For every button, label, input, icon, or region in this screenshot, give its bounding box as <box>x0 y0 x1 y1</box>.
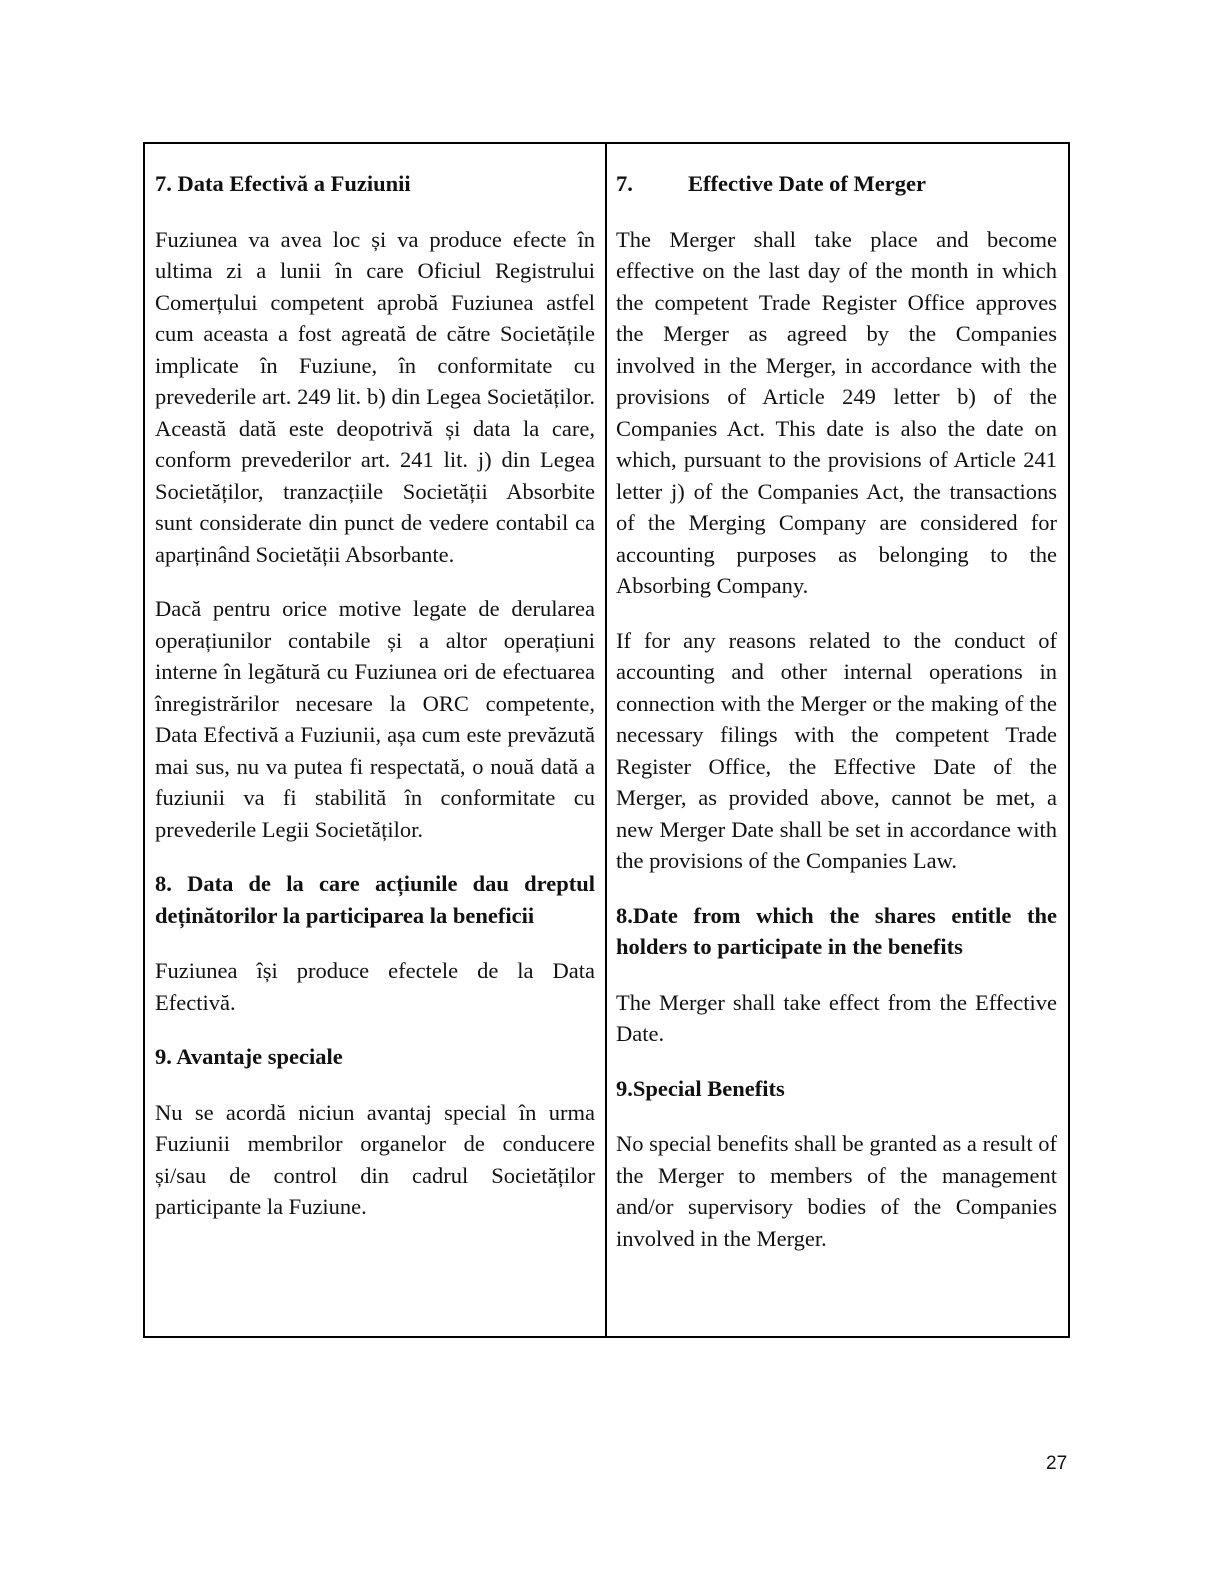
section-8-paragraph-en: The Merger shall take effect from the Effective Date. <box>616 989 1057 1046</box>
romanian-column <box>145 144 607 1336</box>
section-7-paragraph-1-en: The Merger shall take place and become effective on the last day of the month in which the competent Trade Register Office approves the Merger as agreed by the Companies involved in the Merger, in accordance with the provisions of Article 249 letter b) of the Companies Act. This date is also the date on which, pursuant to the provisions of Article 241 letter j) of the Companies Act, the transactions of the Merging Company are considered for accounting purposes as belonging to the Absorbing Company. <box>616 226 1057 598</box>
section-9-paragraph-en: No special benefits shall be granted as a result of the Merger to members of the management and/or supervisory bodies of the Companies involved in the Merger. <box>616 1131 1057 1251</box>
english-column <box>607 144 1068 1336</box>
section-8-heading-en: 8.Date from which the shares entitle the holders to participate in the benefits <box>616 902 1057 959</box>
bilingual-table <box>143 142 1070 1338</box>
section-7-paragraph-2-ro: Dacă pentru orice motive legate de derularea operațiunilor contabile și a altor operațiuni interne în legătură cu Fuziunea ori de efectuarea înregistrărilor necesare la ORC competente, Data Efectivă a Fuziunii, așa cum este prevăzută mai sus, nu va putea fi respectată, o nouă dată a fuziunii va fi stabilită în conformitate cu prevederile Legii Societăților. <box>155 596 595 842</box>
section-7-paragraph-2-en: If for any reasons related to the conduct of accounting and other internal operations in connection with the Merger or the making of the necessary filings with the competent Trade Register Office, the Effective Date of the Merger, as provided above, cannot be met, a new Merger Date shall be set in accordance with the provisions of the Companies Law. <box>616 627 1057 873</box>
section-7-heading-ro: 7. Data Efectivă a Fuziunii <box>155 171 411 196</box>
section-9-paragraph-ro: Nu se acordă niciun avantaj special în urma Fuziunii membrilor organelor de conducere și/sau de control din cadrul Societăților participante la Fuziune. <box>155 1099 595 1219</box>
section-8-paragraph-ro: Fuziunea își produce efectele de la Data Efectivă. <box>155 958 595 1015</box>
page-number: 27 <box>1046 1453 1068 1474</box>
section-9-heading-ro: 9. Avantaje speciale <box>155 1044 343 1069</box>
section-9-heading-en: 9.Special Benefits <box>616 1075 785 1101</box>
section-8-heading-ro: 8. Data de la care acțiunile dau dreptul deținătorilor la participarea la beneficii <box>155 871 595 928</box>
section-7-heading-en <box>616 168 1057 200</box>
section-7-number-en: 7. <box>616 171 633 196</box>
section-7-title-en: Effective Date of Merger <box>688 171 926 196</box>
section-7-paragraph-1-ro: Fuziunea va avea loc și va produce efecte în ultima zi a lunii în care Oficiul Registrului Comerțului competent aprobă Fuziunea astfel cum aceasta a fost agreată de către Societățile implicate în Fuziune, în conformitate cu prevederile art. 249 lit. b) din Legea Societăților. Această dată este deopotrivă și data la care, conform prevederilor art. 241 lit. j) din Legea Societăților, tranzacțiile Societății Absorbite sunt considerate din punct de vedere contabil ca aparținând Societății Absorbante. <box>155 226 595 567</box>
